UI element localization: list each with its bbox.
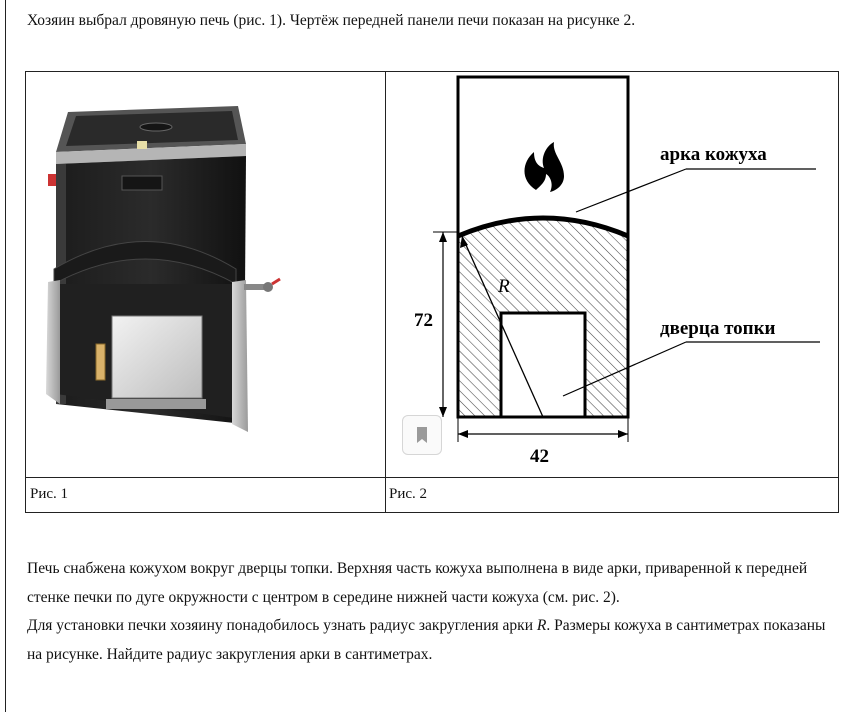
label-door: дверца топки [660, 318, 776, 339]
figure-2-caption: Рис. 2 [389, 486, 428, 502]
label-radius: R [498, 276, 510, 297]
caption-divider [26, 477, 838, 478]
column-divider [385, 72, 386, 512]
label-height: 72 [414, 310, 433, 331]
stove-drawing [388, 72, 838, 477]
bookmark-button[interactable] [402, 415, 442, 455]
problem-text [27, 555, 827, 669]
firebox-door [501, 313, 585, 417]
radius-symbol: R [536, 617, 547, 634]
figure-1-caption: Рис. 1 [30, 486, 69, 502]
bookmark-icon [403, 416, 441, 454]
page-left-border [5, 0, 6, 712]
label-width: 42 [530, 446, 549, 467]
label-arch: арка кожуха [660, 144, 767, 165]
flame-icon [525, 142, 565, 192]
stove-photo [36, 94, 281, 439]
paragraph-2: Для установки печки хозяину понадобилось узнать радиус закругления арки R. Размеры кожуха в сантиметрах показаны на рисунке. Найдите радиус закругления арки в сантиметрах. [27, 617, 826, 663]
paragraph-1: Печь снабжена кожухом вокруг дверцы топки. Верхняя часть кожуха выполнена в виде арки, приваренной к передней стенке печки по дуге окружности с центром в середине нижней части кожуха (см. рис. 2). [27, 560, 808, 606]
intro-text: Хозяин выбрал дровяную печь (рис. 1). Чертёж передней панели печи показан на рисунке 2. [27, 12, 636, 29]
